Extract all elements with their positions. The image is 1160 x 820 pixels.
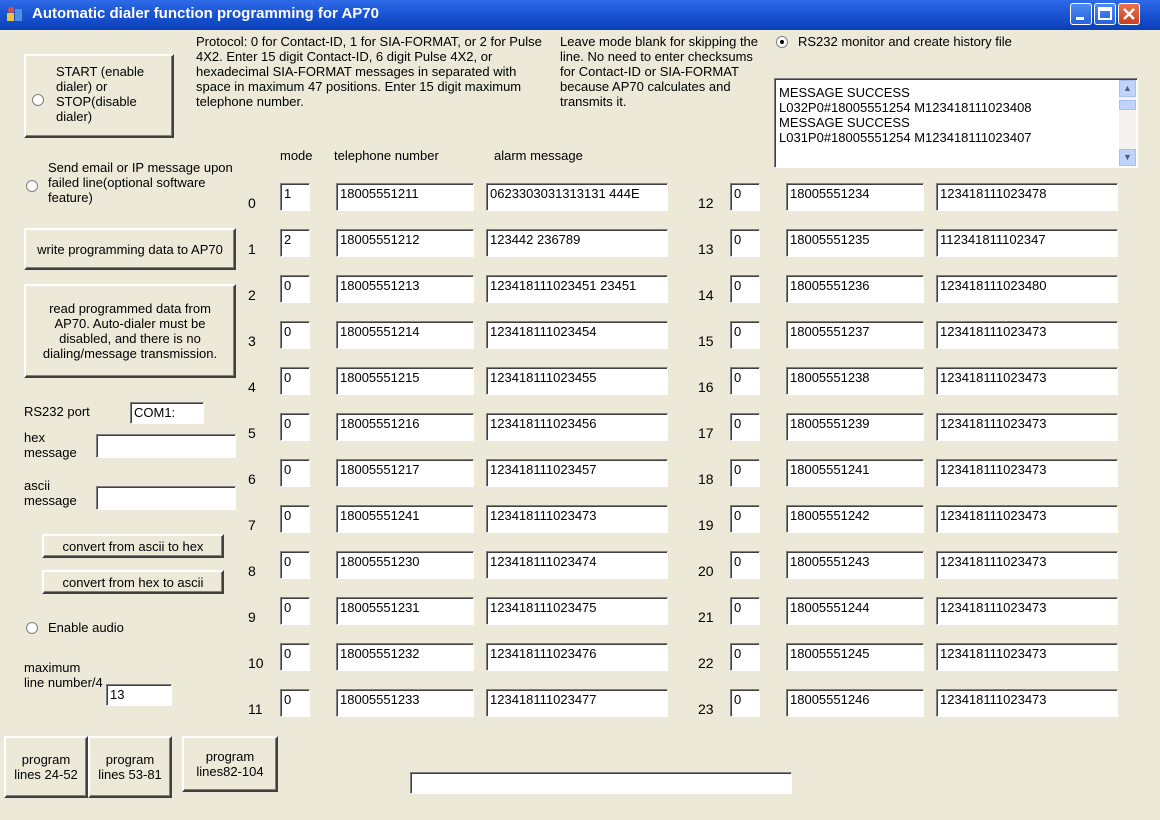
telephone-field[interactable]: 18005551236: [786, 275, 924, 303]
mode-field[interactable]: 0: [280, 275, 310, 303]
app-icon: [6, 6, 24, 24]
line-number: 9: [248, 609, 256, 625]
mode-field[interactable]: 2: [280, 229, 310, 257]
history-log[interactable]: [774, 78, 1138, 168]
telephone-field[interactable]: 18005551238: [786, 367, 924, 395]
line-number: 21: [698, 609, 714, 625]
rs232-port-label: RS232 port: [24, 404, 90, 419]
max-line-label: maximum line number/4: [24, 660, 103, 690]
telephone-field[interactable]: 18005551217: [336, 459, 474, 487]
telephone-field[interactable]: 18005551233: [336, 689, 474, 717]
monitor-label: RS232 monitor and create history file: [798, 34, 1012, 49]
line-number: 2: [248, 287, 256, 303]
telephone-field[interactable]: 18005551212: [336, 229, 474, 257]
mode-field[interactable]: 0: [280, 505, 310, 533]
telephone-field[interactable]: 18005551213: [336, 275, 474, 303]
title-bar: [0, 0, 1160, 30]
line-number: 1: [248, 241, 256, 257]
line-number: 0: [248, 195, 256, 211]
line-number: 17: [698, 425, 714, 441]
line-number: 6: [248, 471, 256, 487]
alarm-message-field[interactable]: 123418111023473: [936, 643, 1118, 671]
write-button[interactable]: write programming data to AP70: [24, 228, 236, 270]
telephone-field[interactable]: 18005551211: [336, 183, 474, 211]
scroll-down-button[interactable]: [1119, 149, 1136, 166]
mode-field[interactable]: 0: [280, 413, 310, 441]
alarm-message-field[interactable]: 123418111023473: [936, 321, 1118, 349]
alarm-message-field[interactable]: 0623303031313131 444E: [486, 183, 668, 211]
minimize-icon: [1071, 4, 1091, 24]
mode-field[interactable]: 0: [730, 321, 760, 349]
alarm-message-field[interactable]: 123418111023480: [936, 275, 1118, 303]
window-title: Automatic dialer function programming for AP70: [32, 5, 379, 22]
alarm-header: alarm message: [494, 148, 583, 163]
client-area: [4, 30, 1156, 816]
start-stop-radio[interactable]: [32, 94, 44, 106]
close-icon: [1119, 4, 1139, 24]
mode-header: mode: [280, 148, 313, 163]
mode-field[interactable]: 0: [280, 367, 310, 395]
telephone-field[interactable]: 18005551246: [786, 689, 924, 717]
email-radio[interactable]: [26, 180, 38, 192]
alarm-message-field[interactable]: 123418111023457: [486, 459, 668, 487]
program-lines-53-81-button[interactable]: program lines 53-81: [88, 736, 172, 798]
line-number: 4: [248, 379, 256, 395]
line-number: 13: [698, 241, 714, 257]
scroll-up-button[interactable]: [1119, 80, 1136, 97]
audio-radio[interactable]: [26, 622, 38, 634]
mode-field[interactable]: 0: [280, 689, 310, 717]
telephone-field[interactable]: 18005551235: [786, 229, 924, 257]
hex-to-ascii-button[interactable]: convert from hex to ascii: [42, 570, 224, 594]
alarm-message-field[interactable]: 123418111023473: [486, 505, 668, 533]
history-line: L032P0#18005551254 M123418111023408: [779, 100, 1032, 115]
maximize-button[interactable]: [1094, 3, 1116, 25]
telephone-field[interactable]: 18005551244: [786, 597, 924, 625]
mode-field[interactable]: 0: [730, 551, 760, 579]
telephone-field[interactable]: 18005551241: [336, 505, 474, 533]
telephone-field[interactable]: 18005551231: [336, 597, 474, 625]
ascii-field[interactable]: [96, 486, 236, 510]
scroll-thumb[interactable]: [1119, 100, 1136, 110]
telephone-field[interactable]: 18005551245: [786, 643, 924, 671]
telephone-field[interactable]: 18005551234: [786, 183, 924, 211]
alarm-message-field[interactable]: 123418111023477: [486, 689, 668, 717]
mode-field[interactable]: 1: [280, 183, 310, 211]
mode-field[interactable]: 0: [730, 597, 760, 625]
telephone-field[interactable]: 18005551216: [336, 413, 474, 441]
program-lines-82-104-button[interactable]: program lines82-104: [182, 736, 278, 792]
close-button[interactable]: [1118, 3, 1140, 25]
line-number: 16: [698, 379, 714, 395]
telephone-field[interactable]: 18005551232: [336, 643, 474, 671]
audio-label: Enable audio: [48, 620, 124, 635]
mode-field[interactable]: 0: [730, 413, 760, 441]
rs232-port-field[interactable]: COM1:: [130, 402, 204, 424]
alarm-message-field[interactable]: 123418111023473: [936, 459, 1118, 487]
alarm-message-field[interactable]: 123418111023473: [936, 367, 1118, 395]
arrow-down-icon: ▼: [1123, 152, 1132, 162]
line-number: 20: [698, 563, 714, 579]
line-number: 7: [248, 517, 256, 533]
line-number: 22: [698, 655, 714, 671]
telephone-field[interactable]: 18005551239: [786, 413, 924, 441]
alarm-message-field[interactable]: 123418111023473: [936, 597, 1118, 625]
telephone-field[interactable]: 18005551237: [786, 321, 924, 349]
mode-field[interactable]: 0: [730, 275, 760, 303]
history-scrollbar[interactable]: [1119, 80, 1136, 166]
mode-field[interactable]: 0: [730, 229, 760, 257]
line-number: 19: [698, 517, 714, 533]
line-number: 10: [248, 655, 264, 671]
telephone-field[interactable]: 18005551230: [336, 551, 474, 579]
line-number: 8: [248, 563, 256, 579]
start-stop-label: START (enable dialer) or STOP(disable dialer): [56, 64, 145, 124]
line-number: 15: [698, 333, 714, 349]
alarm-message-field[interactable]: 123418111023473: [936, 505, 1118, 533]
telephone-field[interactable]: 18005551242: [786, 505, 924, 533]
ascii-label: ascii message: [24, 478, 77, 508]
line-number: 18: [698, 471, 714, 487]
alarm-message-field[interactable]: 123418111023454: [486, 321, 668, 349]
phone-header: telephone number: [334, 148, 439, 163]
line-number: 11: [248, 701, 263, 717]
alarm-message-field[interactable]: 123442 236789: [486, 229, 668, 257]
alarm-message-field[interactable]: 123418111023475: [486, 597, 668, 625]
alarm-message-field[interactable]: 123418111023473: [936, 551, 1118, 579]
mode-field[interactable]: 0: [280, 459, 310, 487]
mode-info: Leave mode blank for skipping the line. No need to enter checksums for Contact-ID or SIA-FORMAT because AP70 calculates and transmits it.: [560, 34, 759, 109]
start-stop-button[interactable]: [24, 54, 174, 138]
arrow-up-icon: ▲: [1123, 83, 1132, 93]
history-line: L031P0#18005551254 M123418111023407: [779, 130, 1032, 145]
mode-field[interactable]: 0: [730, 459, 760, 487]
minimize-button[interactable]: [1070, 3, 1092, 25]
read-button[interactable]: read programmed data from AP70. Auto-dialer must be disabled, and there is no dialing/message transmission.: [24, 284, 236, 378]
mode-field[interactable]: 0: [280, 643, 310, 671]
alarm-message-field[interactable]: 123418111023474: [486, 551, 668, 579]
protocol-info: Protocol: 0 for Contact-ID, 1 for SIA-FORMAT, or 2 for Pulse 4X2. Enter 15 digit Contact-ID, 6 digit Pulse 4X2, or hexadecimal SIA-FORMAT messages in separated with space in maximum 47 positions. Enter 15 digit maximum telephone number.: [196, 34, 542, 109]
alarm-message-field[interactable]: 123418111023455: [486, 367, 668, 395]
mode-field[interactable]: 0: [730, 689, 760, 717]
mode-field[interactable]: 0: [730, 367, 760, 395]
line-number: 5: [248, 425, 256, 441]
history-line: MESSAGE SUCCESS: [779, 115, 910, 130]
telephone-field[interactable]: 18005551215: [336, 367, 474, 395]
alarm-message-field[interactable]: 112341811102347: [936, 229, 1118, 257]
telephone-field[interactable]: 18005551243: [786, 551, 924, 579]
alarm-message-field[interactable]: 123418111023473: [936, 413, 1118, 441]
maximize-icon: [1095, 4, 1115, 24]
line-number: 14: [698, 287, 714, 303]
status-field: [410, 772, 792, 794]
ascii-to-hex-button[interactable]: convert from ascii to hex: [42, 534, 224, 558]
alarm-message-field[interactable]: 123418111023476: [486, 643, 668, 671]
mode-field[interactable]: 0: [280, 597, 310, 625]
line-number: 3: [248, 333, 256, 349]
telephone-field[interactable]: 18005551214: [336, 321, 474, 349]
mode-field[interactable]: 0: [730, 505, 760, 533]
max-line-field[interactable]: 13: [106, 684, 172, 706]
hex-field[interactable]: [96, 434, 236, 458]
program-lines-24-52-button[interactable]: program lines 24-52: [4, 736, 88, 798]
mode-field[interactable]: 0: [730, 183, 760, 211]
mode-field[interactable]: 0: [730, 643, 760, 671]
alarm-message-field[interactable]: 123418111023456: [486, 413, 668, 441]
monitor-radio[interactable]: [776, 36, 788, 48]
hex-label: hex message: [24, 430, 77, 460]
alarm-message-field[interactable]: 123418111023478: [936, 183, 1118, 211]
mode-field[interactable]: 0: [280, 551, 310, 579]
email-label: Send email or IP message upon failed line(optional software feature): [48, 160, 233, 205]
line-number: 12: [698, 195, 714, 211]
alarm-message-field[interactable]: 123418111023473: [936, 689, 1118, 717]
history-line: MESSAGE SUCCESS: [779, 85, 910, 100]
alarm-message-field[interactable]: 123418111023451 23451: [486, 275, 668, 303]
mode-field[interactable]: 0: [280, 321, 310, 349]
telephone-field[interactable]: 18005551241: [786, 459, 924, 487]
line-number: 23: [698, 701, 714, 717]
